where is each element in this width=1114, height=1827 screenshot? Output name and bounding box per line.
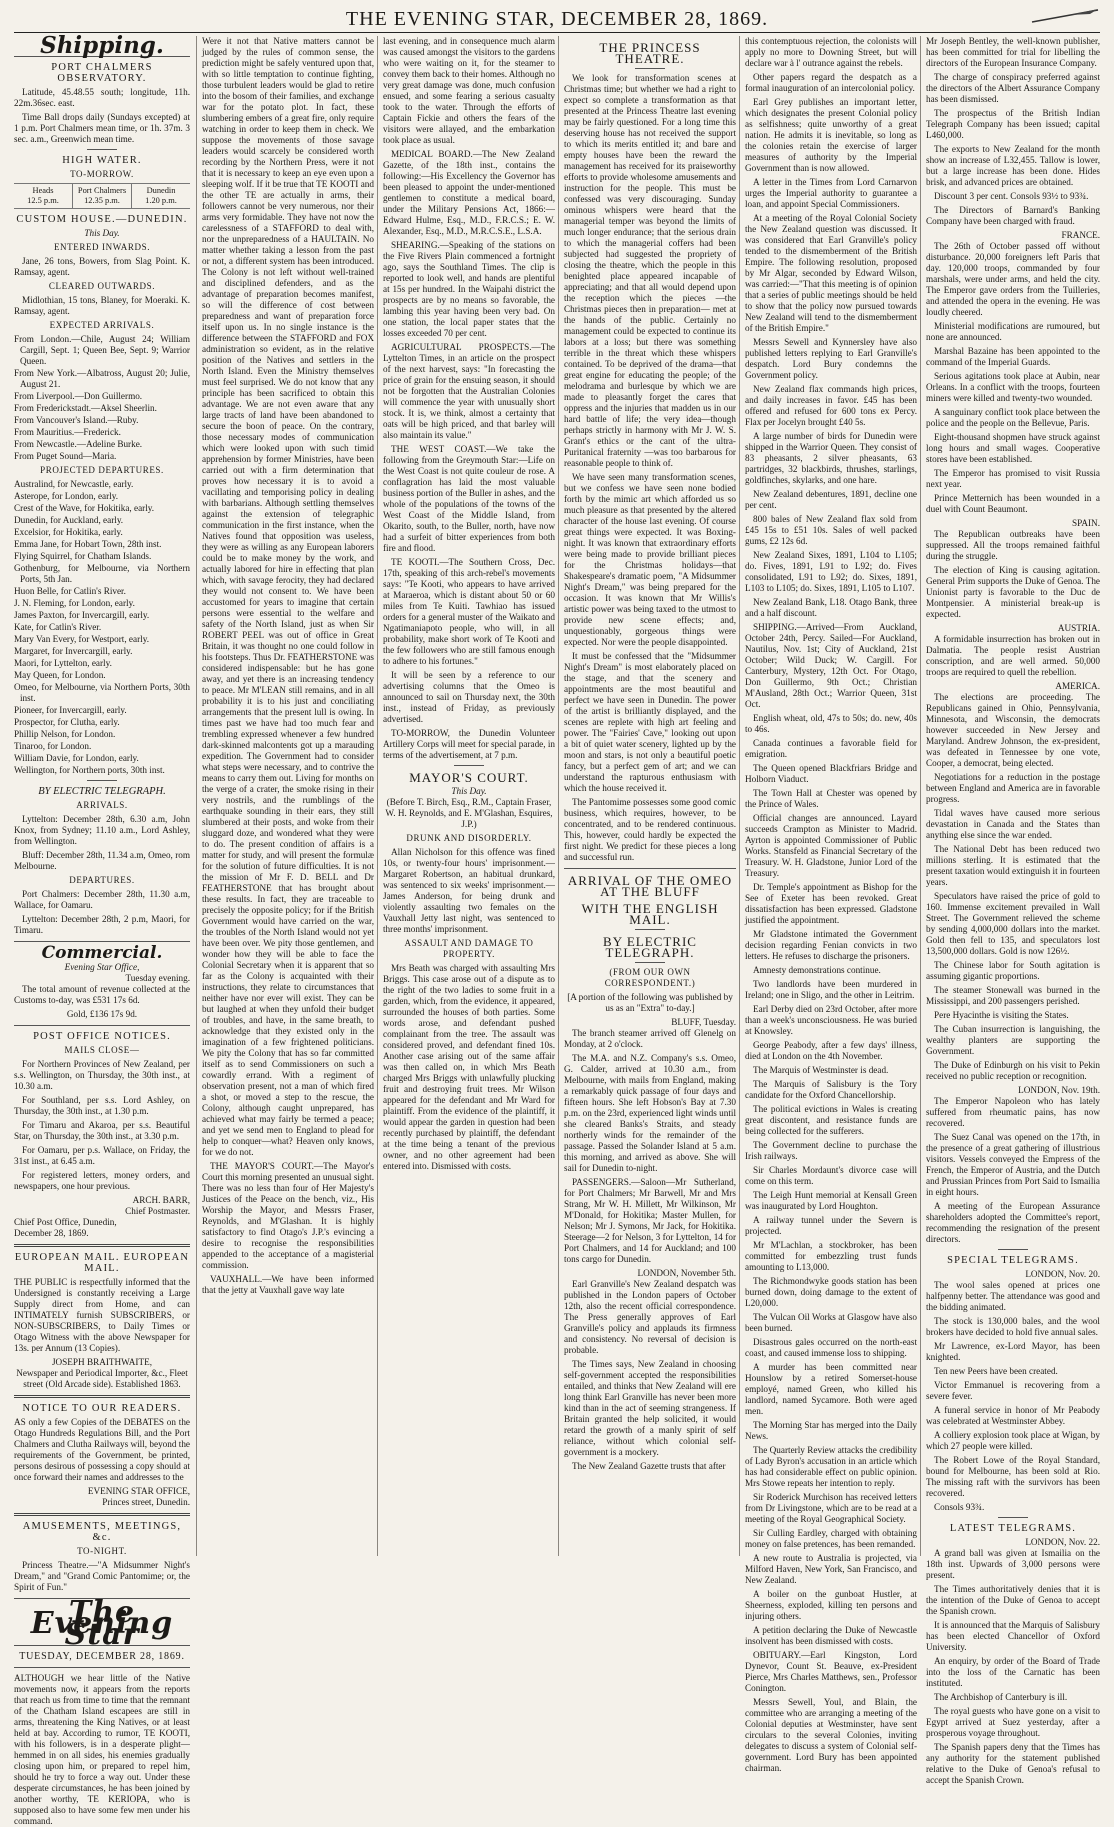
post-item: For Timaru and Akaroa, per s.s. Beautiful Star, on Thursday, the 30th inst., at 3.30 p.m. <box>14 1120 190 1141</box>
omeo-telegraph: BY ELECTRIC TELEGRAPH. <box>603 934 697 960</box>
list-item: From Vancouver's Island.—Ruby. <box>14 415 139 425</box>
latest-telegrams-place: LONDON, Nov. 22. <box>1025 1537 1100 1547</box>
news-item: Mr M'Lachlan, a stockbroker, has been committed for embezzling trust funds amounting to L13,000. <box>745 1240 917 1272</box>
america-heading: AMERICA. <box>1055 681 1100 691</box>
omeo-place: BLUFF, Tuesday. <box>671 1017 736 1027</box>
post-item: For Oamaru, per p.s. Wallace, on Friday, the 31st inst., at 6.45 a.m. <box>14 1145 190 1166</box>
america-item: The National Debt has been reduced two millions sterling. It is estimated that the present taxation would extinguish it in fourteen years. <box>926 844 1101 887</box>
columns <box>14 32 1101 1826</box>
america-item: Tidal waves have caused more serious devastation in Canada and the States than anything else since the war ended. <box>926 808 1100 840</box>
america-item: Speculators have raised the price of gold to 160. Immense excitement prevailed in Wall Street. The Government relieved the scheme by sending 4,000,000 dollars into the market. Gold then fell to 135, and speculators lost 13,500,000 dollars. Gold is now 126½. <box>926 891 1100 956</box>
expected-heading: EXPECTED ARRIVALS. <box>49 320 155 330</box>
court-subheading: ASSAULT AND DAMAGE TO PROPERTY. <box>404 938 534 959</box>
news-item: The Richmondwyke goods station has been burned down, doing damage to the extent of L20,000. <box>745 1276 917 1308</box>
european-mail-text: THE PUBLIC is respectfully informed that the Undersigned is constantly receiving a Large Supply direct from Home, and can INTIMATELY furnish SUBSCRIBERS, or NON-SUBSCRIBERS, to Daily Times or Otago Witness with the above Newspaper for 13s. per Annum (13 Copies). <box>14 1277 190 1353</box>
list-item: Omeo, for Melbourne, via Northern Ports, 30th inst. <box>14 682 190 703</box>
list-item: From Puget Sound—Maria. <box>14 451 117 461</box>
news-item: Messrs Sewell, Youl, and Blain, the committee who are arranging a meeting of the Colonial deputies at Westminster, have sent circulars to the several Colonies, inviting delegates to discuss a system of Colonial self-government. Lord Bury has been appointed chairman. <box>745 1697 917 1773</box>
latest-item: The royal guests who have gone on a visit to Egypt arrived at Suez yesterday, after a prosperous voyage throughout. <box>926 1706 1100 1738</box>
column-3 <box>377 36 555 1556</box>
mayors-court-heading: MAYOR'S COURT. <box>409 770 529 785</box>
latest-item: The Times authoritatively denies that it is the intention of the Duke of Genoa to accept the Spanish crown. <box>926 1584 1100 1616</box>
list-item: From Frederickstadt.—Aksel Sheerlin. <box>14 403 157 413</box>
news-item: George Peabody, after a few days' illness, died at London on the 4th November. <box>745 1040 917 1061</box>
spain-item: The election of King is causing agitation. General Prim supports the Duke of Genoa. The Unionist party is favorable to the Duc de Montpensier. A ministerial break-up is expected. <box>926 565 1100 619</box>
news-item: Mr Gladstone intimated the Government decision regarding Fenian convicts in two letters. He refuses to discharge the prisoners. <box>745 929 917 961</box>
theatre-paragraph: It must be confessed that the "Midsummer Night's Dream" is most elaborately placed on the stage, and that the scenery and appointments are the most beautiful and perfect we have seen in Dunedin. The power of the artist is brilliantly displayed, and the scenes are replete with high art feeling and power. The "Fairies' Cave," looking out upon a bit of quiet water scenery, lighted up by the moon and stars, is not only a beautiful poetic fancy, but a perfect gem of art; and we can understand the rapturous enthusiasm with which the house received it. <box>564 651 736 793</box>
post-office-name: Chief Post Office, Dunedin, <box>14 1217 117 1227</box>
shipping-heading: Shipping. <box>40 32 164 59</box>
list-item: Excelsior, for Hokitika, early. <box>14 527 123 537</box>
news-item: The Leigh Hunt memorial at Kensall Green was inaugurated by Lord Houghton. <box>745 1190 917 1211</box>
news-item: Discount 3 per cent. Consols 93½ to 93¾. <box>934 191 1089 201</box>
page-header <box>14 6 1100 33</box>
theatre-paragraph: We look for transformation scenes at Christmas time; but whether we had a right to expect so complete a transformation as that presented at the Princess Theatre last evening may be fairly questioned. For a long time this deserving house has not received the support to which its merits entitled it; and bare and empty houses have been the reward the management has received for its praiseworthy efforts to provide wholesome amusements and instruction for the people. This must be confessed was very discouraging. Sunday ominous whispers were heard that the managerial temper was beyond the limits of much longer endurance; that the serious drain to which the managerial coffers had been subjected had suggested the propriety of closing the theatre, which the people in this benighted place appeared incapable of appreciating; and that all would depend upon the reception which the pieces —the Christmas pieces then in preparation— met at the hands of the public. Certainly no management could be expected to continue its labors at a loss; but there was something terrible in the threat which these whispers contained. To be deprived of the drama—that great engine for educating the people; of the melodrama and burlesque by which we are made to pleasantly forget the cares that oppress and the injuries that madden us in our hard battle of life; the very idea—though perhaps strictly in harmony with Mr J. W. S. Grant's ethics or the cant of the ultra-Puritanical fraternity —was too barbarous for reasonable people to think of. <box>564 73 736 468</box>
news-item: New Zealand debentures, 1891, decline one per cent. <box>745 489 917 510</box>
france-item: Marshal Bazaine has been appointed to the command of the Imperial Guards. <box>926 346 1100 367</box>
court-subheading: DRUNK AND DISORDERLY. <box>406 833 532 843</box>
list-item: James Paxton, for Invercargill, early. <box>14 610 150 620</box>
news-item: The Marquis of Salisbury is the Tory candidate for the Oxford Chancellorship. <box>745 1079 917 1100</box>
news-item: SHIPPING.—Arrived—From Auckland, October 24th, Percy. Sailed—For Auckland, Nautilus, Nov. 1st; City of Auckland, 21st October; Wild Duck; W. Cargill. For Canterbury, Mystery, 12th Oct. For Otago, Don Guillermo, 9th Oct.; Christian M'Ausland, 28th Oct.; Warrior Queen, 31st Oct. <box>745 622 917 709</box>
tide-cell-heads: Heads 12.5 p.m. <box>27 186 59 205</box>
news-item: Other papers regard the despatch as a formal inauguration of an intercolonial policy. <box>745 72 917 93</box>
list-item: From Mauritius.—Frederick. <box>14 427 121 437</box>
column-6 <box>920 36 1101 1785</box>
france-item: A sanguinary conflict took place between the police and the people on the Bellevue, Paris. <box>926 407 1100 428</box>
masthead-date: TUESDAY, DECEMBER 28, 1869. <box>19 1651 185 1662</box>
customs-heading: CUSTOM HOUSE.—DUNEDIN. <box>16 214 188 225</box>
quill-pen-icon <box>1030 6 1100 24</box>
news-item: The charge of conspiracy preferred against the directors of the Albert Assurance Company has been dismissed. <box>926 72 1100 104</box>
america-item: The Chinese labor for South agitation is assuming gigantic proportions. <box>926 960 1100 981</box>
london-19-item: The Suez Canal was opened on the 17th, in the presence of a great gathering of illustrious visitors. Vessels conveyed the Empress of the French, the Emperor of Austria, and the Dutch and Prussian Princes from Port Said to Ismailia in eight hours. <box>926 1132 1100 1197</box>
special-telegrams-place: LONDON, Nov. 20. <box>1025 1269 1100 1279</box>
european-mail-heading: EUROPEAN MAIL. EUROPEAN MAIL. <box>14 1252 190 1274</box>
news-item: The Quarterly Review attacks the credibility of Lady Byron's accusation in an article which has had considerable effect on public opinion. Mrs Stowe repeats her intention to reply. <box>745 1445 917 1488</box>
london-place: LONDON, November 5th. <box>637 1268 736 1278</box>
list-item: Huon Belle, for Catlin's River. <box>14 586 126 596</box>
news-item: Official changes are announced. Layard succeeds Crampton as Minister to Madrid. Ayrton is appointed Commissioner of Public Works. Stansfeld as Financial Secretary of the Treasury. W. H. Gladstone, Junior Lord of the Treasury. <box>745 813 917 878</box>
news-item: New Zealand Bank, L18. Otago Bank, three and a half discount. <box>745 597 917 618</box>
news-item: The prospectus of the British Indian Telegraph Company has been issued; capital L460,000. <box>926 108 1100 140</box>
amusements-text: Princess Theatre.—"A Midsummer Night's Dream," and "Grand Comic Pantomime; or, the Spirit of Fun." <box>14 1560 190 1592</box>
news-item: Dr. Temple's appointment as Bishop for the See of Exeter has been revoked. Great dissatisfaction has been expressed. Gladstone justified the appointment. <box>745 882 917 925</box>
editorial-paragraph: Were it not that Native matters cannot be judged by the rules of common sense, the prediction might be safely ventured upon that, with so little temptation to continue fighting, those turbulent leaders would be glad to retire into the bosom of their families, and exchange war for the potato plot. In fact, these slumbering embers of a great fire, only require watching in order to keep them in check. We suppose the movements of those savage leaders would scarcely be considered worth recording by the Northern Press, were it not that it is necessary to keep an eye even upon a sleeping wolf. If it be true that TE KOOTI and the other TE are actually in arms, their followers cannot be very numerous, nor their arms very formidable. They have not now the carelessness of a STAFFORD to deal with, nor the unpreparedness of a HAULTAIN. No matter whether taking a lesson from the past or not, a different system has been introduced. The Colony is not left without well-trained and disciplined defenders, and as the advantage of preparation becomes manifest, so will the difference of cost between preparedness and want of preparation force itself upon us. In no single instance is the difference between the STAFFORD and FOX administration so evident, as in the relative position of the Natives and settlers in the North Island. Even the Ministry themselves must feel surprised. We do not know that any principle has been sacrificed to obtain this advantage. We are not even aware that any large tracts of land have been abandoned to secure the boon of peace. On the contrary, those necessary modes of communication which were looked upon with such timid apprehension by former Ministries, have been carried out with a firm determination that proves how necessary it is to avoid a vacillating and temporising policy in dealing with barbarians. Although settling themselves against the extension of telegraphic communication in the first instance, when the Natives found that opposition was useless, they were as willing as any European laborers could be to make money by the work, and actually labored for hire in effecting that plan which, with savage ferocity, they had declared they would not consent to. We have been accustomed for years to imagine that certain persons were essential to the welfare and safety of the North Island, just as when Sir ROBERT PEEL was out of office in Great Britain, it was thought no one could follow in his footsteps. Thus Dr. FEATHERSTONE was considered indispensable: but he has gone away, and yet there is an increasing tendency to peace. Mr M'LEAN still remains, and in all probability it is to his just and conciliating arrangements that the present lull is owing. In times past we have had too much fear and trembling expressed whenever a few hundred dark-skinned malcontents got up a marauding expedition. The Government had to consider what steps were necessary, and to contrive the means to carry them out. Living for months on the verge of a crater, the smoke rising in their very nostrils, and the rumblings of the earthquake sounding in their ears, they still slumbered at their posts, and woke from their sluggard doze, and wondered what they were to do. The present condition of affairs is a matter for study, and will present the formulæ for the solution of future difficulties. It is not the mission of Mr F. D. BELL and Dr FEATHERSTONE that has brought about these results. In fact, they are traceable to precisely the opposite policy; for if the British Government would have carried on the war, the troubles of the North Island would not yet have been over. We pity those gentlemen, and wonder how they will be able to face the Colonial Secretary when it is apparent that so far as the Colony is acquainted with their instructions, they relate to circumstances that neither have nor ever will exist. They can be but laughed at when they unfold their budget of troubles, and have, in the same breath, to acknowledge that they existed only in the imagination of a few frightened politicians. We pity the Colony that has so far committed itself as to send Commissioners on such a cowardly errand. With a regiment of observation present, not a man of which fired a shot, or moved a step to the rescue, the Colony, although caught unprepared, has achieved what may fairly be termed a peace; and yet we send men to England to plead for help to conquer—what? Heaven only knows, for we do not. <box>202 36 374 1157</box>
projected-list <box>14 479 190 776</box>
special-item: The stock is 130,000 bales, and the wool brokers have decided to hold five annual sales. <box>926 1316 1100 1337</box>
london-19-item: A meeting of the European Assurance shareholders adopted the Committee's report, recommending the resignation of the present directors. <box>926 1201 1100 1244</box>
list-item: Prospector, for Clutha, early. <box>14 717 120 727</box>
tide-cell-dunedin: Dunedin 1.20 p.m. <box>131 184 190 208</box>
high-water-sub: TO-MORROW. <box>70 169 134 179</box>
special-item: A funeral service in honor of Mr Peabody was celebrated at Westminster Abbey. <box>926 1405 1100 1426</box>
london-paragraph: The New Zealand Gazette trusts that after <box>572 1461 726 1471</box>
list-item: William Davie, for London, early. <box>14 753 139 763</box>
lead-article: ALTHOUGH we hear little of the Native movements now, it appears from the reports that reach us from time to time that the remnant of the Chatham Island escapees are still in arms, threatening the King Natives, or at least held at bay. According to rumor, TE KOOTI, with his followers, is in a desperate plight—hemmed in on all sides, his enemies gradually closing upon him, or prepared to repel him, should he try to force a way out. Under these desperate circumstances, he has been joined by another worthy, TE KERIOPA, who is supposed also to have some few men under his command. <box>14 1673 190 1826</box>
news-paragraph: SHEARING.—Speaking of the stations on the Five Rivers Plain commenced a fortnight ago, says the Southland Times. The clip is reported to look well, and hands are plentiful at 15s per hundred. In the Waipahi district the prospects are by no means so favorable, the lambing this year having been very bad. On one station, the local paper states that the losses exceeded 70 per cent. <box>383 240 555 338</box>
spain-heading: SPAIN. <box>1071 518 1100 528</box>
news-item: A petition declaring the Duke of Newcastle insolvent has been dismissed with costs. <box>745 1625 917 1646</box>
latest-item: A grand ball was given at Ismailia on the 18th inst. Upwards of 3,000 persons were present. <box>926 1548 1100 1580</box>
news-item: A murder has been committed near Hounslow by a retired Somerset-house employé, named Green, who killed his landlord, named Sycamore. Both were aged men. <box>745 1362 917 1416</box>
high-water-heading: HIGH WATER. <box>62 155 142 166</box>
news-item: The Morning Star has merged into the Daily News. <box>745 1420 917 1441</box>
list-item: From London.—Chile, August 24; William Cargill, Sept. 1; Queen Bee, Sept. 9; Warrior Queen. <box>14 334 190 366</box>
list-item: Margaret, for Invercargill, early. <box>14 646 133 656</box>
list-item: Wellington, for Northern ports, 30th inst. <box>14 765 165 775</box>
page-title: THE EVENING STAR, DECEMBER 28, 1869. <box>345 8 769 30</box>
arrival-item: Bluff: December 28th, 11.34 a.m, Omeo, rom Melbourne. <box>14 850 190 871</box>
america-item: Pere Hyacinthe is visiting the States. <box>934 1010 1069 1020</box>
news-item: Mr Joseph Bentley, the well-known publisher, has been committed for trial for libelling the directors of the European Insurance Company. <box>926 36 1100 68</box>
america-item: The elections are proceeding. The Republicans gained in Ohio, Pennsylvania, Minnesota, and Wisconsin, the democrats however succeeded in New Jersey and Maryland. Andrew Johnson, the ex-president, was defeated in Tennessee by one vote, Cooper, a democrat, being elected. <box>926 692 1100 768</box>
column-1 <box>14 32 190 1826</box>
special-item: Mr Lawrence, ex-Lord Mayor, has been knighted. <box>926 1341 1100 1362</box>
america-item: The Cuban insurrection is languishing, the wealthy planters are supporting the Government. <box>926 1024 1100 1056</box>
news-item: English wheat, old, 47s to 50s; do. new, 40s to 46s. <box>745 713 917 734</box>
news-item: OBITUARY.—Earl Kingston, Lord Dynevor, Count St. Beauve, ex-President Pierce, Mrs Charles Matthews, sen., Professor Conington. <box>745 1650 917 1693</box>
special-item: Consols 93¾. <box>934 1502 985 1512</box>
omeo-paragraph: PASSENGERS.—Saloon—Mr Sutherland, for Port Chalmers; Mr Barwell, Mr and Mrs Strang, Mr W. H. Millett, Mr Wilkinson, Mr M'Donald, for Hokitika; Master Mullen, for Nelson; Mr J. Symons, Mr Jack, for Hokitika. Steerage—2 for Nelson, 3 for Lyttelton, 14 for Port Chalmers, and 14 for Auckland; and 100 tons cargo for Dunedin. <box>564 1177 736 1264</box>
departures-heading: DEPARTURES. <box>69 875 135 885</box>
list-item: From Newcastle.—Adeline Burke. <box>14 439 143 449</box>
news-item: New Zealand flax commands high prices, and daily increases in favor. £45 has been offered and refused for 600 tons ex Percy. Flax per Jocelyn brought £40 5s. <box>745 384 917 427</box>
special-item: Victor Emmanuel is recovering from a severe fever. <box>926 1380 1100 1401</box>
mayors-court-bench: (Before T. Birch, Esq., R.M., Captain Fraser, W. H. Reynolds, and E. M'Glashan, Esquires, J.P.) <box>385 797 553 829</box>
amusements-sub: TO-NIGHT. <box>77 1546 127 1556</box>
omeo-note: [A portion of the following was published by us as an "Extra" to-day.] <box>567 992 733 1013</box>
france-item: Prince Metternich has been wounded in a duel with Count Beaumont. <box>926 493 1100 514</box>
entered-heading: ENTERED INWARDS. <box>53 242 151 252</box>
european-mail-signature: JOSEPH BRAITHWAITE, <box>51 1357 153 1367</box>
america-item: The steamer Stonewall was burned in the Mississippi, and 200 passengers perished. <box>926 985 1100 1006</box>
news-item: Canada continues a favorable field for emigration. <box>745 738 917 759</box>
news-item: Disastrous gales occurred on the north-east coast, and caused immense loss to shipping. <box>745 1337 917 1358</box>
france-item: Serious agitations took place at Aubin, near Orleans. In a conflict with the troops, fourteen miners were killed and twenty-two wounded. <box>926 371 1100 403</box>
news-paragraph: AGRICULTURAL PROSPECTS.—The Lyttelton Times, in an article on the prospect of the next harvest, says: "In forecasting the price of grain for the ensuing season, it should not be forgotten that the Australian Colonies will commence the year with unusually short stock. It is, we think, almost a certainty that oats will be high priced, and that barley will also maintain its value." <box>383 342 555 440</box>
news-paragraph: TO-MORROW, the Dunedin Volunteer Artillery Corps will meet for special parade, in terms of the advertisement, at 7 p.m. <box>383 728 555 760</box>
news-paragraph: last evening, and in consequence much alarm was caused amongst the visitors to the gardens who were waiting on it, for the steamer to convey them back to their homes. Although no very great damage was done, much confusion ensued, and some fearing a serious casualty took to the water. Through the efforts of Captain Fickie and others the fears of the visitors were allayed, and the embarkation took place as usual. <box>383 36 555 145</box>
commercial-heading: Commercial. <box>41 943 163 963</box>
news-item: Sir Charles Mordaunt's divorce case will come on this term. <box>745 1165 917 1186</box>
list-item: Maori, for Lyttelton, early. <box>14 658 112 668</box>
post-office-date: December 28, 1869. <box>14 1228 89 1238</box>
list-item: Gothenburg, for Melbourne, via Northern Ports, 5th Jan. <box>14 563 190 584</box>
news-paragraph: MEDICAL BOARD.—The New Zealand Gazette, of the 18th inst., contains the following:—His Excellency the Governor has been pleased to appoint the under-mentioned gentlemen to constitute a medical board, under the Military Pensions Act, 1866:—Edward Hulme, Esq., M.D., F.R.C.S.; E. W. Alexander, Esq., M.D., M.R.C.S.E., L.S.A. <box>383 149 555 236</box>
list-item: Dunedin, for Auckland, early. <box>14 515 124 525</box>
news-item: The exports to New Zealand for the month show an increase of L32,455. Tallow is lower, but a large increase has been done. Hides brisk, and advanced prices are obtained. <box>926 144 1100 187</box>
list-item: Mary Van Every, for Westport, early. <box>14 634 149 644</box>
post-office-heading: POST OFFICE NOTICES. <box>33 1031 171 1042</box>
list-item: May Queen, for London. <box>14 670 106 680</box>
observatory-text-2: Time Ball drops daily (Sundays excepted) at 1 p.m. Port Chalmers mean time, or 1h. 37m. 3 sec. a.m., Greenwich mean time. <box>14 112 190 144</box>
mayors-court-paragraph: THE MAYOR'S COURT.—The Mayor's Court this morning presented an unusual sight. There was no less than four of Her Majesty's Justices of the Peace on the bench, viz., His Worship the Mayor, and Messrs Fraser, Reynolds, and M'Glashan. It is highly satisfactory to find Otago's J.P.'s evincing a desire to recognise the responsibilities appended to the acceptance of a magisterial commission. <box>202 1161 374 1270</box>
mayors-court-date: This Day. <box>451 786 487 796</box>
news-item: The political evictions in Wales is creating great discontent, and resistance funds are being collected for the sufferers. <box>745 1104 917 1136</box>
post-signature-title: Chief Postmaster. <box>125 1206 190 1216</box>
news-item: this contemptuous rejection, the colonists will apply no more to Downing Street, but will declare war à l' outrance against the rebels. <box>745 36 917 68</box>
news-item: Sir Culling Eardley, charged with obtaining money on false pretences, has been remanded. <box>745 1528 917 1549</box>
news-item: At a meeting of the Royal Colonial Society the New Zealand question was discussed. It was considered that Earl Granville's policy tended to the dismemberment of the British Empire. The following resolution, proposed by Mr Algar, seconded by Edward Wilson, was carried:—"That this meeting is of opinion that a series of public meetings should be held to show that the policy now pursued towards New Zealand will tend to the dismemberment of the British Empire." <box>745 213 917 333</box>
news-item: New Zealand Sixes, 1891, L104 to L105; do. Fives, 1891, L91 to L92; do. Fives consolidated, L91 to L92; do. Sixes, 1891, L103 to L105; do. Sixes, 1891, L105 to L107. <box>745 550 917 593</box>
post-item: For registered letters, money orders, and newspapers, one hour previous. <box>14 1170 190 1191</box>
latest-item: An enquiry, by order of the Board of Trade into the loss of the Carnatic has been instituted. <box>926 1656 1100 1688</box>
observatory-heading: PORT CHALMERS OBSERVATORY. <box>51 62 153 84</box>
news-paragraph: TE KOOTI.—The Southern Cross, Dec. 17th, speaking of this arch-rebel's movements says: "Te Kooti, who appears to have arrived at Maraeroa, which is distant about 50 or 60 miles from Te Kuiti. Tawhiao has issued orders for a general muster of the Waikato and Ngatimaniapoto people, who will, in all probability, make short work of Te Kooti and the few followers who are still famous enough to adhere to his fortunes." <box>383 557 555 666</box>
london-paragraph: Earl Granville's New Zealand despatch was published in the London papers of October 12th, also the recent official correspondence. The Press generally approves of Earl Granville's policy and applauds its firmness and consistency. No reversal of decision is probable. <box>564 1279 736 1355</box>
london-paragraph: The Times says, New Zealand in choosing self-government accepted the responsibilities entailed, and thinks that New Zealand will ere long think Earl Granville has never been more kind than in the act of seeming strangeness. If Britain granted the help solicited, it would retard the growth of a manly spirit of self reliance, without which colonial self-government is a mockery. <box>564 1359 736 1457</box>
news-item: Amnesty demonstrations continue. <box>753 965 881 975</box>
france-item: Eight-thousand shopmen have struck against long hours and small wages. Cooperative stores have been established. <box>926 432 1100 464</box>
court-text: Mrs Beath was charged with assaulting Mrs Briggs. This case arose out of a dispute as to the right of the two ladies to some fruit in a garden, which, from the evidence, it appeared, surrounded the houses of both parties. Some words arose, and defendant pushed complainant from the tree. The assault was considered proved, and defendant fined 10s. Another case arising out of the same affair was then called on, in which Mrs Beath charged Mrs Briggs with unlawfully plucking fruit and destroying fruit trees. Mr Wilson appeared for the defendant and Mr Ward for plaintiff. From the evidence of the plaintiff, it would appear the garden in question had been recently purchased by plaintiff, the defendant at the time being a tenant of the previous owner, and no other agreement had been entered into. Dismissed with costs. <box>383 963 555 1171</box>
readers-notice-text: AS only a few Copies of the DEBATES on the Otago Hundreds Regulations Bill, and the Port Chalmers and Clutha Railways will, beyond the requirements of the Government, be printed, persons desirous of possessing a copy should at once forward their names and addresses to the <box>14 1417 190 1482</box>
austria-heading: AUSTRIA. <box>1057 623 1100 633</box>
post-item: For Southland, per s.s. Lord Ashley, on Thursday, the 30th inst., at 1.30 p.m. <box>14 1095 190 1116</box>
list-item: Phillip Nelson, for London. <box>14 729 116 739</box>
omeo-heading-2: WITH THE ENGLISH MAIL. <box>581 901 719 927</box>
france-item: The Emperor has promised to visit Russia next year. <box>926 468 1100 489</box>
arrival-item: Lyttelton: December 28th, 6.30 a.m, John Knox, from Sydney; 11.10 a.m., Lord Ashley, from Wellington. <box>14 814 190 846</box>
theatre-paragraph: The Pantomime possesses some good comic business, which requires, however, to be concentrated, and to be rendered continuous. This, however, could hardly be expected the first night. We predict for these pieces a long and successful run. <box>564 797 736 862</box>
news-item: 800 bales of New Zealand flax sold from £45 15s to £51 10s. Sales of well packed gums, £2 12s 6d. <box>745 514 917 546</box>
column-5 <box>739 36 917 1773</box>
commercial-date: Tuesday evening. <box>125 973 190 983</box>
news-item: A boiler on the gunboat Hustler, at Sheerness, exploded, killing ten persons and injuring others. <box>745 1589 917 1621</box>
list-item: J. N. Fleming, for London, early. <box>14 598 135 608</box>
omeo-heading: ARRIVAL OF THE OMEO AT THE BLUFF <box>567 873 733 899</box>
list-item: Flying Squirrel, for Chatham Islands. <box>14 551 152 561</box>
amusements-heading: AMUSEMENTS, MEETINGS, &c. <box>22 1521 182 1543</box>
readers-notice-signature: EVENING STAR OFFICE, <box>87 1486 190 1496</box>
list-item: Asterope, for London, early. <box>14 491 119 501</box>
list-item: Emma Jane, for Hobart Town, 28th inst. <box>14 539 162 549</box>
news-item: The Government decline to purchase the Irish railways. <box>745 1140 917 1161</box>
column-4 <box>558 36 736 1556</box>
news-item: Earl Derby died on 23rd October, after more than a week's unconsciousness. He was buried at Knowsley. <box>745 1004 917 1036</box>
omeo-paragraph: The M.A. and N.Z. Company's s.s. Omeo, G. Calder, arrived at 10.30 a.m., from Melbourne, with mails from England, making a remarkably quick passage of four days and fifteen hours. She left Hobson's Bay at 7.30 p.m. on the 23rd, experienced light winds until she cleared Banks's Straits, and steady northerly winds for the remainder of the passage. Passed the Solander Island at 5 a.m. this morning, and arrived as above. She will sail for Dunedin to-night. <box>564 1053 736 1173</box>
london-19-item: The Emperor Napoleon who has lately suffered from rheumatic pains, has now recovered. <box>926 1096 1100 1128</box>
news-item: Sir Roderick Murchison has received letters from Dr Livingstone, which are to be read at a meeting of the Royal Geographical Society. <box>745 1492 917 1524</box>
news-item: The Queen opened Blackfriars Bridge and Holborn Viaduct. <box>745 763 917 784</box>
commercial-text: The total amount of revenue collected at the Customs to-day, was £531 17s 6d. <box>14 984 190 1005</box>
telegraph-heading: BY ELECTRIC TELEGRAPH. <box>38 786 166 797</box>
news-item: Earl Grey publishes an important letter, which designates the present Colonial policy as selfishness; quite unworthy of a great nation. He admits it is inevitable, so long as the colonies retain the exercise of larger measures of authority by the Imperial Government than is now allowed. <box>745 97 917 173</box>
omeo-paragraph: The branch steamer arrived off Glenelg on Monday, at 2 o'clock. <box>564 1028 736 1049</box>
special-item: Ten new Peers have been created. <box>934 1366 1058 1376</box>
cleared-heading: CLEARED OUTWARDS. <box>48 281 156 291</box>
theatre-heading: THE PRINCESS THEATRE. <box>599 40 701 66</box>
spain-item: The Republican outbreaks have been suppressed. All the troops remained faithful during the struggle. <box>926 529 1100 561</box>
commercial-office: Evening Star Office, <box>64 962 140 972</box>
entered-text: Jane, 26 tons, Bowers, from Slag Point. K. Ramsay, agent. <box>14 256 190 277</box>
news-item: A letter in the Times from Lord Carnarvon urges the Imperial authority to guarantee a loan, and appoint Special Commissioners. <box>745 177 917 209</box>
customs-sub: This Day. <box>84 228 120 238</box>
latest-item: It is announced that the Marquis of Salisbury has been elected Chancellor of Oxford University. <box>926 1620 1100 1652</box>
readers-notice-address: Princes street, Dunedin. <box>102 1497 190 1507</box>
france-item: The 26th of October passed off without disturbance. 20,000 foreigners left Paris that day. 120,000 troops, commanded by four marshals, were under arms, and held the city. The Emperor gave orders from the Tuilleries, and attended the opera in the evening. He was loudly cheered. <box>926 241 1100 317</box>
france-item: Ministerial modifications are rumoured, but none are announced. <box>926 321 1100 342</box>
list-item: From Liverpool.—Don Guillermo. <box>14 391 143 401</box>
news-item: Messrs Sewell and Kynnersley have also published letters replying to Earl Granville's despatch. Lord Bury condemns the Government policy. <box>745 337 917 380</box>
list-item: Crest of the Wave, for Hokitika, early. <box>14 503 155 513</box>
news-paragraph: It will be seen by a reference to our advertising columns that the Omeo is announced to sail on Thursday next, the 30th inst., instead of Friday, as previously advertised. <box>383 670 555 724</box>
tide-cell-port-chalmers: Port Chalmers 12.35 p.m. <box>72 184 131 208</box>
expected-list <box>14 334 190 462</box>
special-item: A colliery explosion took place at Wigan, by which 27 people were killed. <box>926 1430 1100 1451</box>
court-text: Allan Nicholson for this offence was fined 10s, or twenty-four hours' imprisonment.—Margaret Robertson, an habitual drunkard, was sentenced to six weeks' imprisonment.—James Anderson, for being drunk and violently assaulting two females on the Vauxhall Jetty last night, was sentenced to three months' imprisonment. <box>383 847 555 934</box>
list-item: Pioneer, for Invercargill, early. <box>14 705 127 715</box>
post-office-sub: MAILS CLOSE— <box>64 1045 140 1055</box>
departure-item: Lyttelton: December 28th, 2 p.m, Maori, for Timaru. <box>14 914 190 935</box>
news-item: A new route to Australia is projected, via Milford Haven, New York, San Francisco, and New Zealand. <box>745 1553 917 1585</box>
omeo-correspondent: (FROM OUR OWN CORRESPONDENT.) <box>604 967 696 988</box>
tide-table <box>14 183 190 209</box>
list-item: From New York.—Albatross, August 20; Julie, August 21. <box>14 368 190 389</box>
france-heading: FRANCE. <box>1061 230 1100 240</box>
news-item: The Directors of Barnard's Banking Company have been charged with fraud. <box>926 205 1100 226</box>
news-item: The Vulcan Oil Works at Glasgow have also been burned. <box>745 1312 917 1333</box>
special-item: The Robert Lowe of the Royal Standard, bound for Melbourne, has been sold at Rio. The missing raft with the survivors has been recovered. <box>926 1455 1100 1498</box>
latest-telegrams-heading: LATEST TELEGRAMS. <box>949 1523 1077 1534</box>
news-item: Two landlords have been murdered in Ireland; one in Sligo, and the other in Leitrim. <box>745 979 917 1000</box>
america-item: The Duke of Edinburgh on his visit to Pekin received no public reception or recognition. <box>926 1060 1100 1081</box>
list-item: Kate, for Catlin's River. <box>14 622 102 632</box>
european-mail-signature-2: Newspaper and Periodical Importer, &c., Fleet street (Old Arcade side). Established 1863. <box>16 1368 188 1389</box>
america-item: Negotiations for a reduction in the postage between England and America are in favorable progress. <box>926 772 1100 804</box>
latest-item: The Archbishop of Canterbury is ill. <box>934 1692 1068 1702</box>
news-paragraph: THE WEST COAST.—We take the following from the Greymouth Star:—Life on the West Coast is not quite couleur de rose. A conflagration has laid the most valuable business portion of the Buller in ashes, and the whole of the populations of the towns of the West Coast of the Middle Island, from Okarito, south, to the Buller, north, have now had a surfeit of bitter experiences from both fire and flood. <box>383 444 555 553</box>
cleared-text: Midlothian, 15 tons, Blaney, for Moeraki. K. Ramsay, agent. <box>14 295 190 316</box>
news-item: The Town Hall at Chester was opened by the Prince of Wales. <box>745 788 917 809</box>
list-item: Australind, for Newcastle, early. <box>14 479 134 489</box>
vauxhall-paragraph: VAUXHALL.—We have been informed that the jetty at Vauxhall gave way late <box>202 1274 374 1295</box>
theatre-paragraph: We have seen many transformation scenes, but we confess we have seen none bodied forth by the mimic art which afforded us so much pleasure as that presented by the altered character of the house last evening. Of course great things were expected. It was Boxing-night. It was known that extraordinary efforts were being made to provide brilliant pieces for the Christmas holidays—that Shakespeare's dramatic poem, "A Midsummer Night's Dream," was being prepared for the occasion. It was known that Mr Willis's artistic power was being taxed to the utmost to provide new scene effects; and, unquestionably, gorgeous things were expected. Nor were the people disappointed. <box>564 472 736 647</box>
austria-item: A formidable insurrection has broken out in Dalmatia. The people resist Austrian conscription, and are well armed. 50,000 troops are required to quell the rebellion. <box>926 634 1100 677</box>
departure-item: Port Chalmers: December 28th, 11.30 a.m, Wallace, for Oamaru. <box>14 889 190 910</box>
post-item: For Northern Provinces of New Zealand, per s.s. Wellington, on Thursday, the 30th inst., at 10.30 a.m. <box>14 1059 190 1091</box>
london-19-place: LONDON, Nov. 19th. <box>1018 1085 1100 1095</box>
special-item: The wool sales opened at prices one halfpenny better. The attendance was good and the bidding animated. <box>926 1280 1100 1312</box>
projected-heading: PROJECTED DEPARTURES. <box>40 465 164 475</box>
commercial-gold: Gold, £136 17s 9d. <box>66 1009 138 1019</box>
news-item: A railway tunnel under the Severn is projected. <box>745 1215 917 1236</box>
arrivals-heading: ARRIVALS. <box>76 800 128 810</box>
readers-notice-heading: NOTICE TO OUR READERS. <box>22 1403 182 1414</box>
post-signature: ARCH. BARR, <box>132 1195 190 1205</box>
column-2 <box>196 36 374 1556</box>
news-item: The Marquis of Westminster is dead. <box>753 1065 889 1075</box>
news-item: A large number of birds for Dunedin were shipped in the Warrior Queen. They consist of 83 pheasants, 2 silver pheasants, 63 partridges, 32 blackbirds, thrushes, starlings, goldfinches, skylarks, and one hare. <box>745 431 917 485</box>
special-telegrams-heading: SPECIAL TELEGRAMS. <box>947 1255 1079 1266</box>
masthead: The Evening Star <box>30 1595 174 1652</box>
latest-item: The Spanish papers deny that the Times has any authority for the statement published relative to the Duke of Genoa's refusal to accept the Spanish Crown. <box>926 1742 1100 1785</box>
list-item: Tinaroo, for London. <box>14 741 92 751</box>
observatory-text: Latitude, 45.48.55 south; longitude, 11h. 22m.36sec. east. <box>14 87 190 108</box>
